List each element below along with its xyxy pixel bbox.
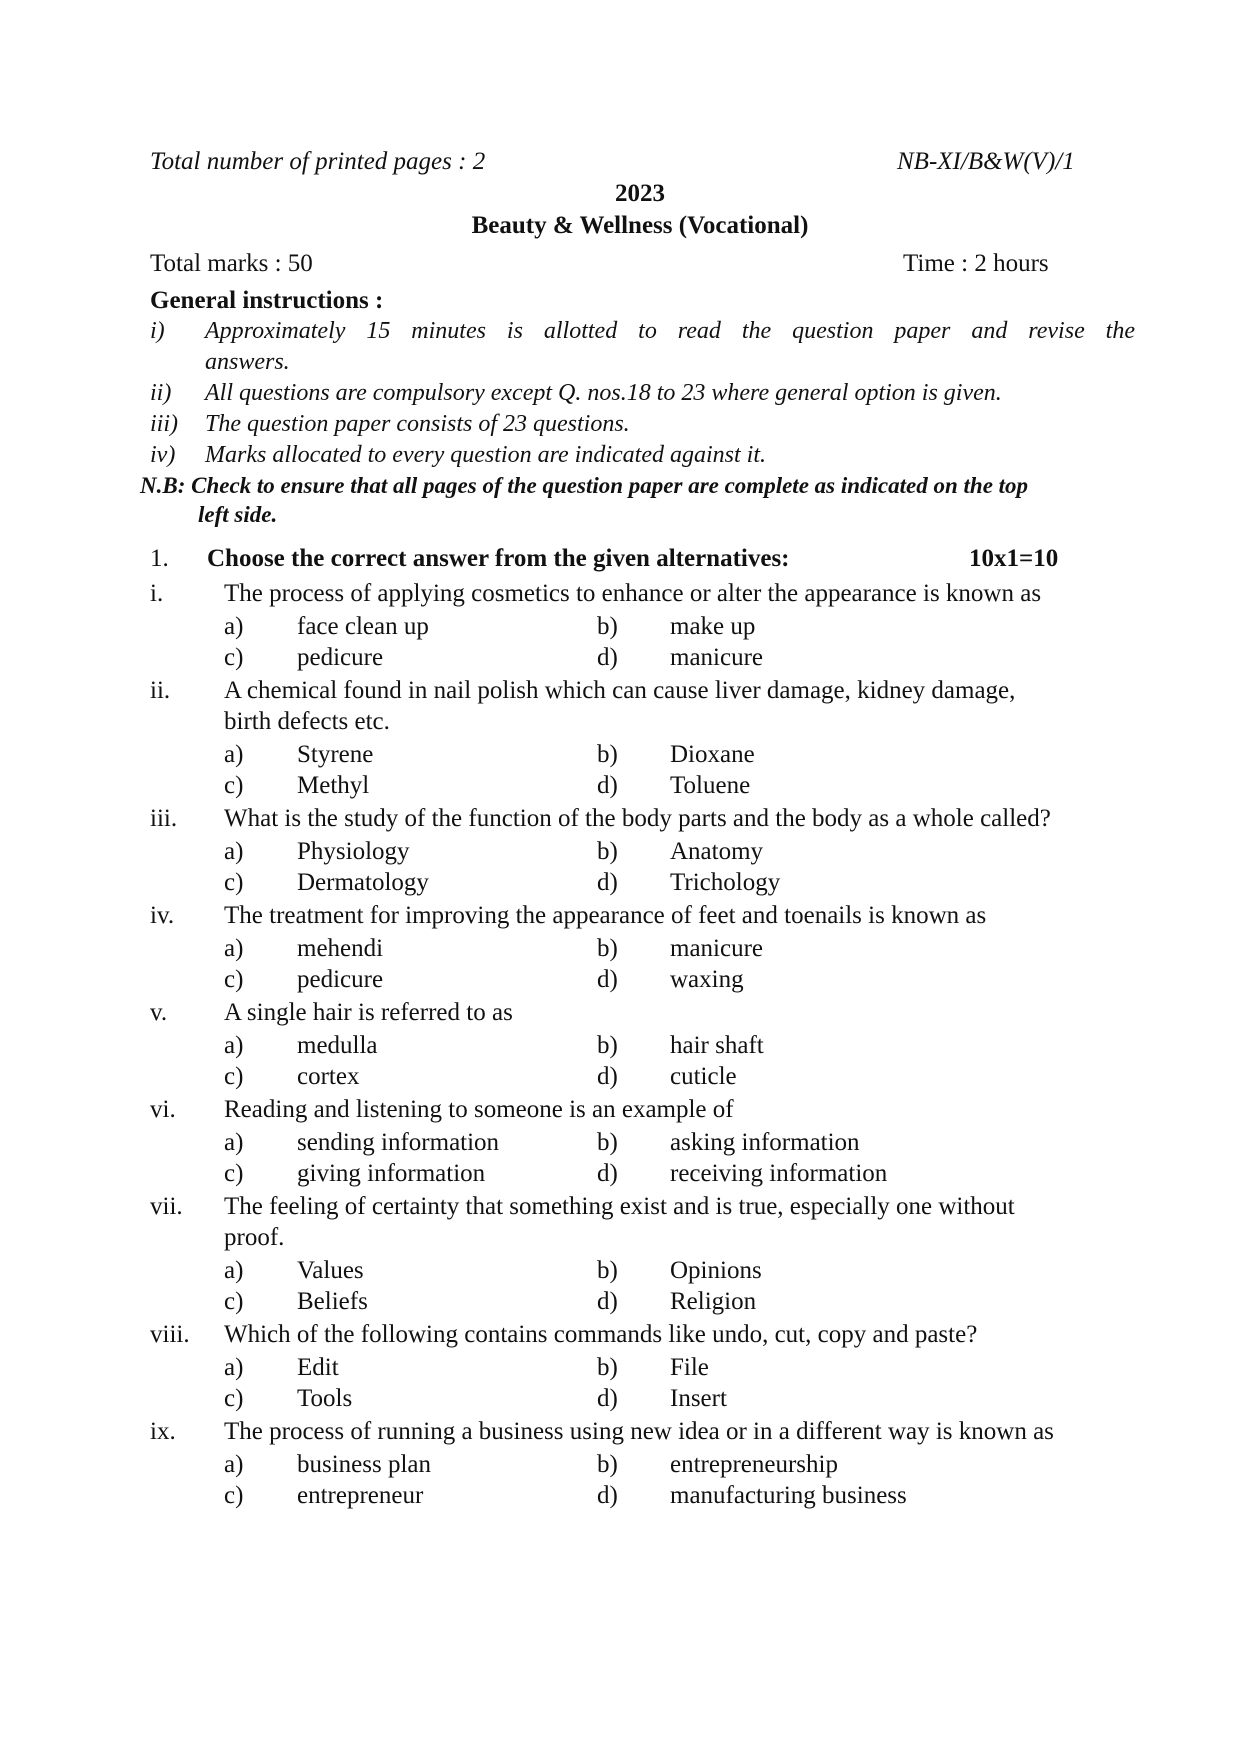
option-text: Trichology [670,868,781,896]
option-text: Dioxane [670,741,755,768]
nb-note-line1: N.B: Check to ensure that all pages of the question paper are complete as indicated on the top [140,473,1029,498]
question-text: What is the study of the function of the body parts and the body as a whole called? [224,805,1051,832]
subject-title: Beauty & Wellness (Vocational) [471,212,809,239]
option-letter: d) [597,1384,618,1412]
option-letter: c) [224,643,244,671]
instruction-number: iii) [150,411,178,437]
question-text: proof. [224,1224,285,1251]
option-text: Physiology [297,838,410,865]
question-text: The feeling of certainty that something exist and is true, especially one without [224,1193,1015,1220]
option-letter: b) [597,741,618,768]
instruction-text: The question paper consists of 23 questions. [205,411,630,437]
question-roman-number: viii. [150,1321,190,1348]
option-letter: d) [597,1159,618,1187]
option-letter: c) [224,1287,244,1315]
option-text: Tools [297,1384,353,1412]
question-roman-number: ii. [150,677,171,704]
option-text: pedicure [297,643,384,671]
option-letter: a) [224,1257,244,1284]
section-marks: 10x1=10 [969,545,1059,572]
instruction-text-continued: answers. [205,349,290,375]
option-text: sending information [297,1129,500,1156]
instruction-item [150,316,1135,378]
option-letter: a) [224,1032,244,1059]
question-text: birth defects etc. [224,708,390,735]
option-letter: b) [597,1032,618,1059]
option-text: pedicure [297,965,384,993]
question-roman-number: i. [150,580,164,607]
option-text: face clean up [297,613,429,640]
option-letter: b) [597,1354,618,1381]
instruction-item [150,409,1130,440]
option-letter: a) [224,838,244,865]
option-text: Dermatology [297,868,429,896]
question-text: The process of running a business using new idea or in a different way is known as [224,1418,1054,1445]
question-text: The treatment for improving the appearance of feet and toenails is known as [224,902,987,929]
option-text: asking information [670,1129,860,1156]
option-letter: d) [597,643,618,671]
option-text: Opinions [670,1257,762,1284]
question-number: 1. [150,545,169,572]
option-letter: b) [597,1129,618,1156]
instruction-item [150,440,1130,471]
option-letter: d) [597,1062,618,1090]
option-text: Anatomy [670,838,764,865]
option-text: Religion [670,1287,757,1315]
option-letter: d) [597,868,618,896]
option-text: entrepreneur [297,1481,424,1509]
question-roman-number: iv. [150,902,175,929]
option-text: cuticle [670,1062,737,1090]
option-text: make up [670,613,756,640]
option-text: Insert [670,1384,727,1412]
question-text: A single hair is referred to as [224,999,513,1026]
question-text: Reading and listening to someone is an example of [224,1096,734,1123]
option-letter: a) [224,1354,244,1381]
option-text: cortex [297,1062,360,1090]
option-letter: a) [224,613,244,640]
option-letter: c) [224,965,244,993]
option-letter: d) [597,965,618,993]
option-letter: a) [224,741,244,768]
question-text: The process of applying cosmetics to enhance or alter the appearance is known as [224,580,1042,607]
option-text: manufacturing business [670,1481,907,1509]
nb-note-line2: left side. [198,502,278,527]
option-text: Methyl [297,771,370,799]
option-text: mehendi [297,935,384,962]
option-text: waxing [670,965,744,993]
exam-year: 2023 [615,180,665,207]
instruction-text: All questions are compulsory except Q. nos.18 to 23 where general option is given. [205,380,1002,406]
option-text: Toluene [670,771,751,799]
option-letter: c) [224,1481,244,1509]
option-letter: a) [224,935,244,962]
instruction-number: i) [150,318,165,344]
option-letter: c) [224,1062,244,1090]
instruction-item [150,378,1130,409]
time-allowed: Time : 2 hours [903,250,1049,277]
option-letter: b) [597,838,618,865]
option-text: hair shaft [670,1032,764,1059]
option-text: giving information [297,1159,486,1187]
paper-code: NB-XI/B&W(V)/1 [897,148,1075,175]
question-text: A chemical found in nail polish which can cause liver damage, kidney damage, [224,677,1016,704]
option-letter: d) [597,1287,618,1315]
option-letter: d) [597,1481,618,1509]
instructions-heading: General instructions : [150,287,384,314]
option-text: manicure [670,935,764,962]
printed-pages-note: Total number of printed pages : 2 [150,148,486,175]
option-letter: c) [224,868,244,896]
option-text: entrepreneurship [670,1451,838,1478]
option-text: business plan [297,1451,432,1478]
instruction-text: Marks allocated to every question are indicated against it. [205,442,766,468]
section-title: Choose the correct answer from the given alternatives: [207,545,790,572]
instruction-number: iv) [150,442,176,468]
option-text: receiving information [670,1159,888,1187]
question-roman-number: vi. [150,1096,176,1123]
option-text: Beliefs [297,1287,368,1315]
option-letter: a) [224,1451,244,1478]
question-roman-number: iii. [150,805,178,832]
option-letter: b) [597,613,618,640]
question-roman-number: ix. [150,1418,176,1445]
option-letter: b) [597,935,618,962]
question-text: Which of the following contains commands like undo, cut, copy and paste? [224,1321,978,1348]
option-text: Values [297,1257,364,1284]
option-text: Styrene [297,741,374,768]
option-text: File [670,1354,709,1381]
option-letter: d) [597,771,618,799]
option-letter: c) [224,771,244,799]
option-text: manicure [670,643,764,671]
option-letter: b) [597,1451,618,1478]
option-text: Edit [297,1354,339,1381]
option-text: medulla [297,1032,378,1059]
instruction-text: Approximately 15 minutes is allotted to read the question paper and revise the [205,318,1135,344]
option-letter: b) [597,1257,618,1284]
question-roman-number: v. [150,999,168,1026]
question-roman-number: vii. [150,1193,183,1220]
instruction-number: ii) [150,380,172,406]
option-letter: c) [224,1384,244,1412]
total-marks: Total marks : 50 [150,250,313,277]
option-letter: c) [224,1159,244,1187]
option-letter: a) [224,1129,244,1156]
